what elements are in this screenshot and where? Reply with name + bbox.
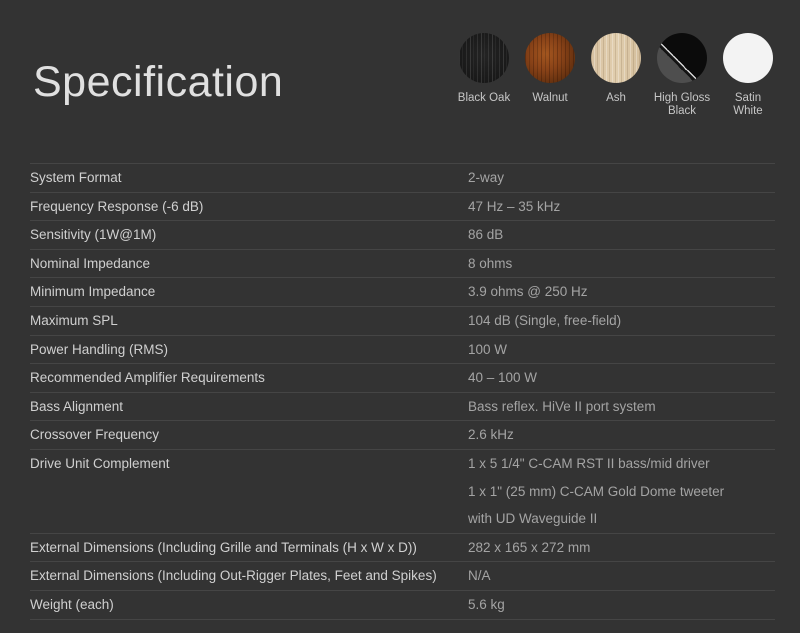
- spec-row: [30, 363, 775, 392]
- spec-value-line: N/A: [468, 568, 491, 584]
- spec-label: Recommended Amplifier Requirements: [30, 370, 265, 386]
- spec-row: [30, 533, 775, 562]
- finish-label-line: Black: [667, 105, 697, 117]
- spec-row: [30, 163, 775, 192]
- finish-label-line: Walnut: [532, 92, 568, 104]
- finish-label-line: Black Oak: [457, 92, 511, 104]
- spec-value-line: 1 x 1" (25 mm) C-CAM Gold Dome tweeter: [468, 483, 725, 499]
- spec-value: [468, 221, 775, 249]
- finish-option-ash: [583, 33, 649, 118]
- spec-row: [30, 392, 775, 421]
- finish-label: [733, 92, 762, 118]
- finish-label-line: White: [733, 105, 763, 117]
- spec-value-line: 5.6 kg: [468, 596, 505, 612]
- spec-value: [468, 364, 775, 392]
- spec-value-line: 86 dB: [468, 227, 504, 243]
- finish-option-high-gloss-black: [649, 33, 715, 118]
- spec-value: [468, 591, 775, 619]
- spec-row: [30, 277, 775, 306]
- spec-label: External Dimensions (Including Grille and Terminals (H x W x D)): [30, 539, 417, 555]
- spec-label: Bass Alignment: [30, 398, 124, 414]
- spec-value: [468, 450, 775, 533]
- spec-value: [468, 278, 775, 306]
- spec-row: [30, 220, 775, 249]
- spec-row: [30, 306, 775, 335]
- spec-row: [30, 590, 775, 619]
- spec-value-line: 2.6 kHz: [468, 427, 514, 443]
- spec-row: [30, 249, 775, 278]
- spec-label: System Format: [30, 170, 122, 185]
- spec-value-line: 104 dB (Single, free-field): [468, 312, 622, 328]
- spec-label: Crossover Frequency: [30, 427, 160, 443]
- spec-row: [30, 449, 775, 533]
- spec-value-line: with UD Waveguide II: [468, 511, 598, 527]
- finish-label: [458, 92, 510, 105]
- spec-value: [468, 250, 775, 278]
- finish-label-line: Ash: [606, 92, 626, 104]
- spec-value-line: 1 x 5 1/4" C-CAM RST II bass/mid driver: [468, 455, 710, 471]
- spec-value: [468, 393, 775, 421]
- spec-value-line: 100 W: [468, 341, 508, 357]
- spec-value: [468, 193, 775, 221]
- finish-label: [532, 92, 567, 105]
- spec-value: [468, 336, 775, 364]
- spec-value: [468, 307, 775, 335]
- finish-swatches: [451, 33, 781, 118]
- spec-row: [30, 335, 775, 364]
- black-oak-swatch-icon: [459, 33, 509, 83]
- spec-label: Frequency Response (-6 dB): [30, 198, 204, 214]
- finish-label-line: High Gloss: [653, 92, 711, 104]
- spec-value-line: 40 – 100 W: [468, 370, 538, 386]
- spec-value-line: Bass reflex. HiVe II port system: [468, 398, 656, 414]
- spec-table: [30, 163, 775, 620]
- spec-label: Power Handling (RMS): [30, 341, 169, 357]
- spec-row: [30, 420, 775, 449]
- spec-value-line: 3.9 ohms @ 250 Hz: [468, 284, 588, 300]
- spec-label: Maximum SPL: [30, 312, 118, 328]
- finish-label: [606, 92, 626, 105]
- spec-value-line: 282 x 165 x 272 mm: [468, 539, 591, 555]
- spec-value-line: 2-way: [468, 170, 505, 185]
- spec-label: Drive Unit Complement: [30, 455, 170, 471]
- finish-option-satin-white: [715, 33, 781, 118]
- spec-label: Minimum Impedance: [30, 284, 156, 300]
- spec-label: Sensitivity (1W@1M): [30, 227, 157, 243]
- spec-value-line: 47 Hz – 35 kHz: [468, 198, 561, 214]
- spec-label: Nominal Impedance: [30, 255, 151, 271]
- spec-label: External Dimensions (Including Out-Rigger Plates, Feet and Spikes): [30, 568, 437, 584]
- finish-option-walnut: [517, 33, 583, 118]
- spec-value-line: 8 ohms: [468, 255, 513, 271]
- spec-value: [468, 534, 775, 562]
- walnut-swatch-icon: [525, 33, 575, 83]
- finish-label: [654, 92, 710, 118]
- spec-label: Weight (each): [30, 596, 114, 612]
- spec-value: [468, 562, 775, 590]
- satin-white-swatch-icon: [723, 33, 773, 83]
- header: [0, 0, 800, 163]
- spec-row: [30, 192, 775, 221]
- finish-label-line: Satin: [734, 92, 762, 104]
- ash-swatch-icon: [591, 33, 641, 83]
- spec-value: [468, 164, 775, 192]
- page-title: Specification: [33, 58, 284, 106]
- spec-value: [468, 421, 775, 449]
- finish-option-black-oak: [451, 33, 517, 118]
- spec-row: [30, 561, 775, 590]
- high-gloss-black-swatch-icon: [657, 33, 707, 83]
